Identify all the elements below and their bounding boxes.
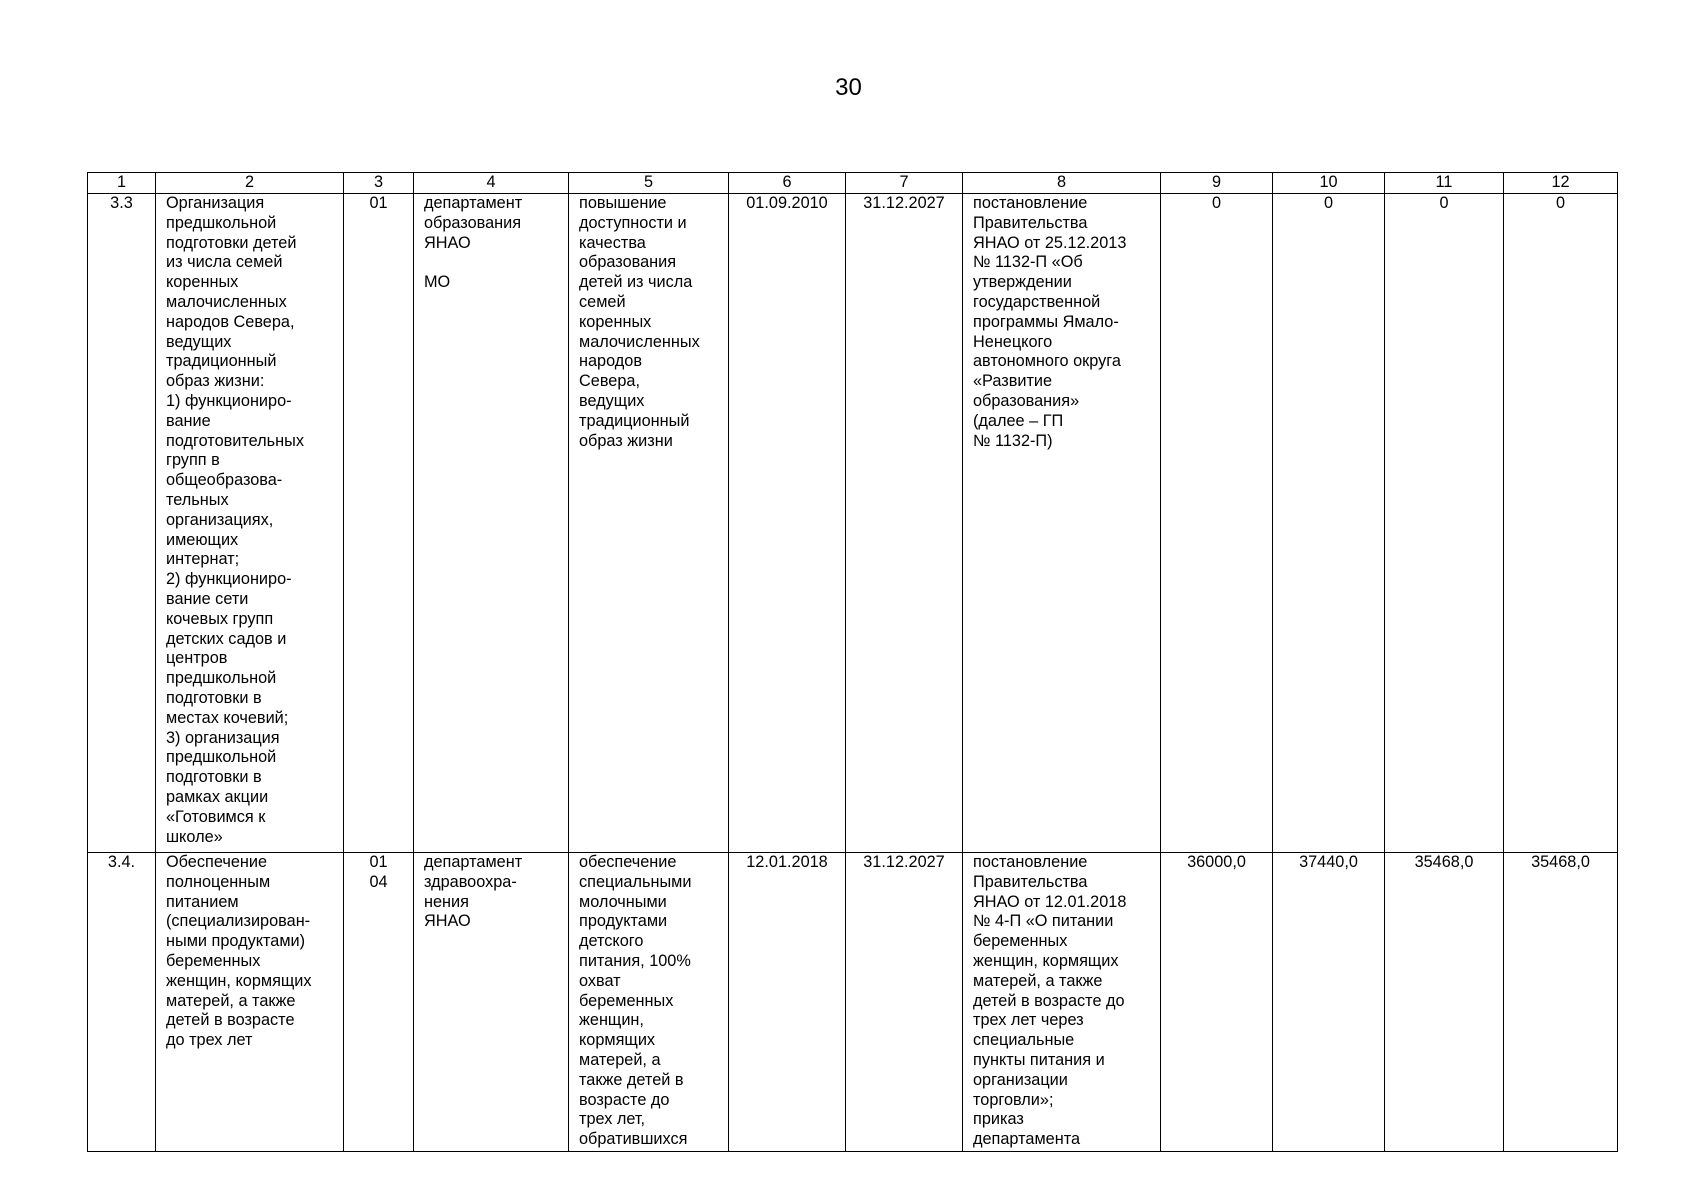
amount-cell-10: 37440,0 xyxy=(1273,853,1385,1152)
code-cell: 01 xyxy=(344,194,414,853)
column-header: 12 xyxy=(1504,173,1618,194)
amount-cell-11: 0 xyxy=(1385,194,1504,853)
row-number-cell: 3.3 xyxy=(88,194,156,853)
measure-name-cell: Организация предшкольной подготовки детей из числа семей коренных малочисленных народов Севера, ведущих традиционный образ жизни: 1) функциониро- вание подготовительных групп в общеобразова- тельных организациях, имеющих интернат; 2) функциониро- вание сети кочевых групп детских садов и центров предшкольной подготовки в местах кочевий; 3) организация предшкольной подготовки в рамках акции «Готовимся к школе» xyxy=(156,194,344,853)
expected-result-cell: обеспечение специальными молочными продуктами детского питания, 100% охват беременных женщин, кормящих матерей, а также детей в возрасте до трех лет, обратившихся xyxy=(569,853,729,1152)
table-header-row xyxy=(88,173,1618,194)
start-date-cell: 12.01.2018 xyxy=(729,853,846,1152)
column-header: 9 xyxy=(1161,173,1273,194)
executor-cell: департамент образования ЯНАО МО xyxy=(414,194,569,853)
measure-name-cell: Обеспечение полноценным питанием (специализирован- ными продуктами) беременных женщин, кормящих матерей, а также детей в возрасте до трех лет xyxy=(156,853,344,1152)
column-header: 11 xyxy=(1385,173,1504,194)
column-header: 3 xyxy=(344,173,414,194)
measures-table xyxy=(87,172,1618,1152)
code-cell: 01 04 xyxy=(344,853,414,1152)
table-row xyxy=(88,853,1618,1152)
legal-basis-cell: постановление Правительства ЯНАО от 12.01.2018 № 4-П «О питании беременных женщин, кормящих матерей, а также детей в возрасте до трех лет через специальные пункты питания и организации торговли»; приказ департамента xyxy=(963,853,1161,1152)
column-header: 4 xyxy=(414,173,569,194)
amount-cell-12: 0 xyxy=(1504,194,1618,853)
amount-cell-9: 36000,0 xyxy=(1161,853,1273,1152)
legal-basis-cell: постановление Правительства ЯНАО от 25.12.2013 № 1132-П «Об утверждении государственной программы Ямало- Ненецкого автономного округа «Развитие образования» (далее – ГП № 1132-П) xyxy=(963,194,1161,853)
amount-cell-10: 0 xyxy=(1273,194,1385,853)
page-number: 30 xyxy=(835,74,862,101)
amount-cell-11: 35468,0 xyxy=(1385,853,1504,1152)
column-header: 6 xyxy=(729,173,846,194)
amount-cell-9: 0 xyxy=(1161,194,1273,853)
row-number-cell: 3.4. xyxy=(88,853,156,1152)
column-header: 2 xyxy=(156,173,344,194)
column-header: 7 xyxy=(846,173,963,194)
column-header: 5 xyxy=(569,173,729,194)
column-header: 10 xyxy=(1273,173,1385,194)
executor-cell: департамент здравоохра- нения ЯНАО xyxy=(414,853,569,1152)
end-date-cell: 31.12.2027 xyxy=(846,853,963,1152)
expected-result-cell: повышение доступности и качества образования детей из числа семей коренных малочисленных народов Севера, ведущих традиционный образ жизни xyxy=(569,194,729,853)
start-date-cell: 01.09.2010 xyxy=(729,194,846,853)
end-date-cell: 31.12.2027 xyxy=(846,194,963,853)
amount-cell-12: 35468,0 xyxy=(1504,853,1618,1152)
table-row xyxy=(88,194,1618,853)
column-header: 1 xyxy=(88,173,156,194)
column-header: 8 xyxy=(963,173,1161,194)
